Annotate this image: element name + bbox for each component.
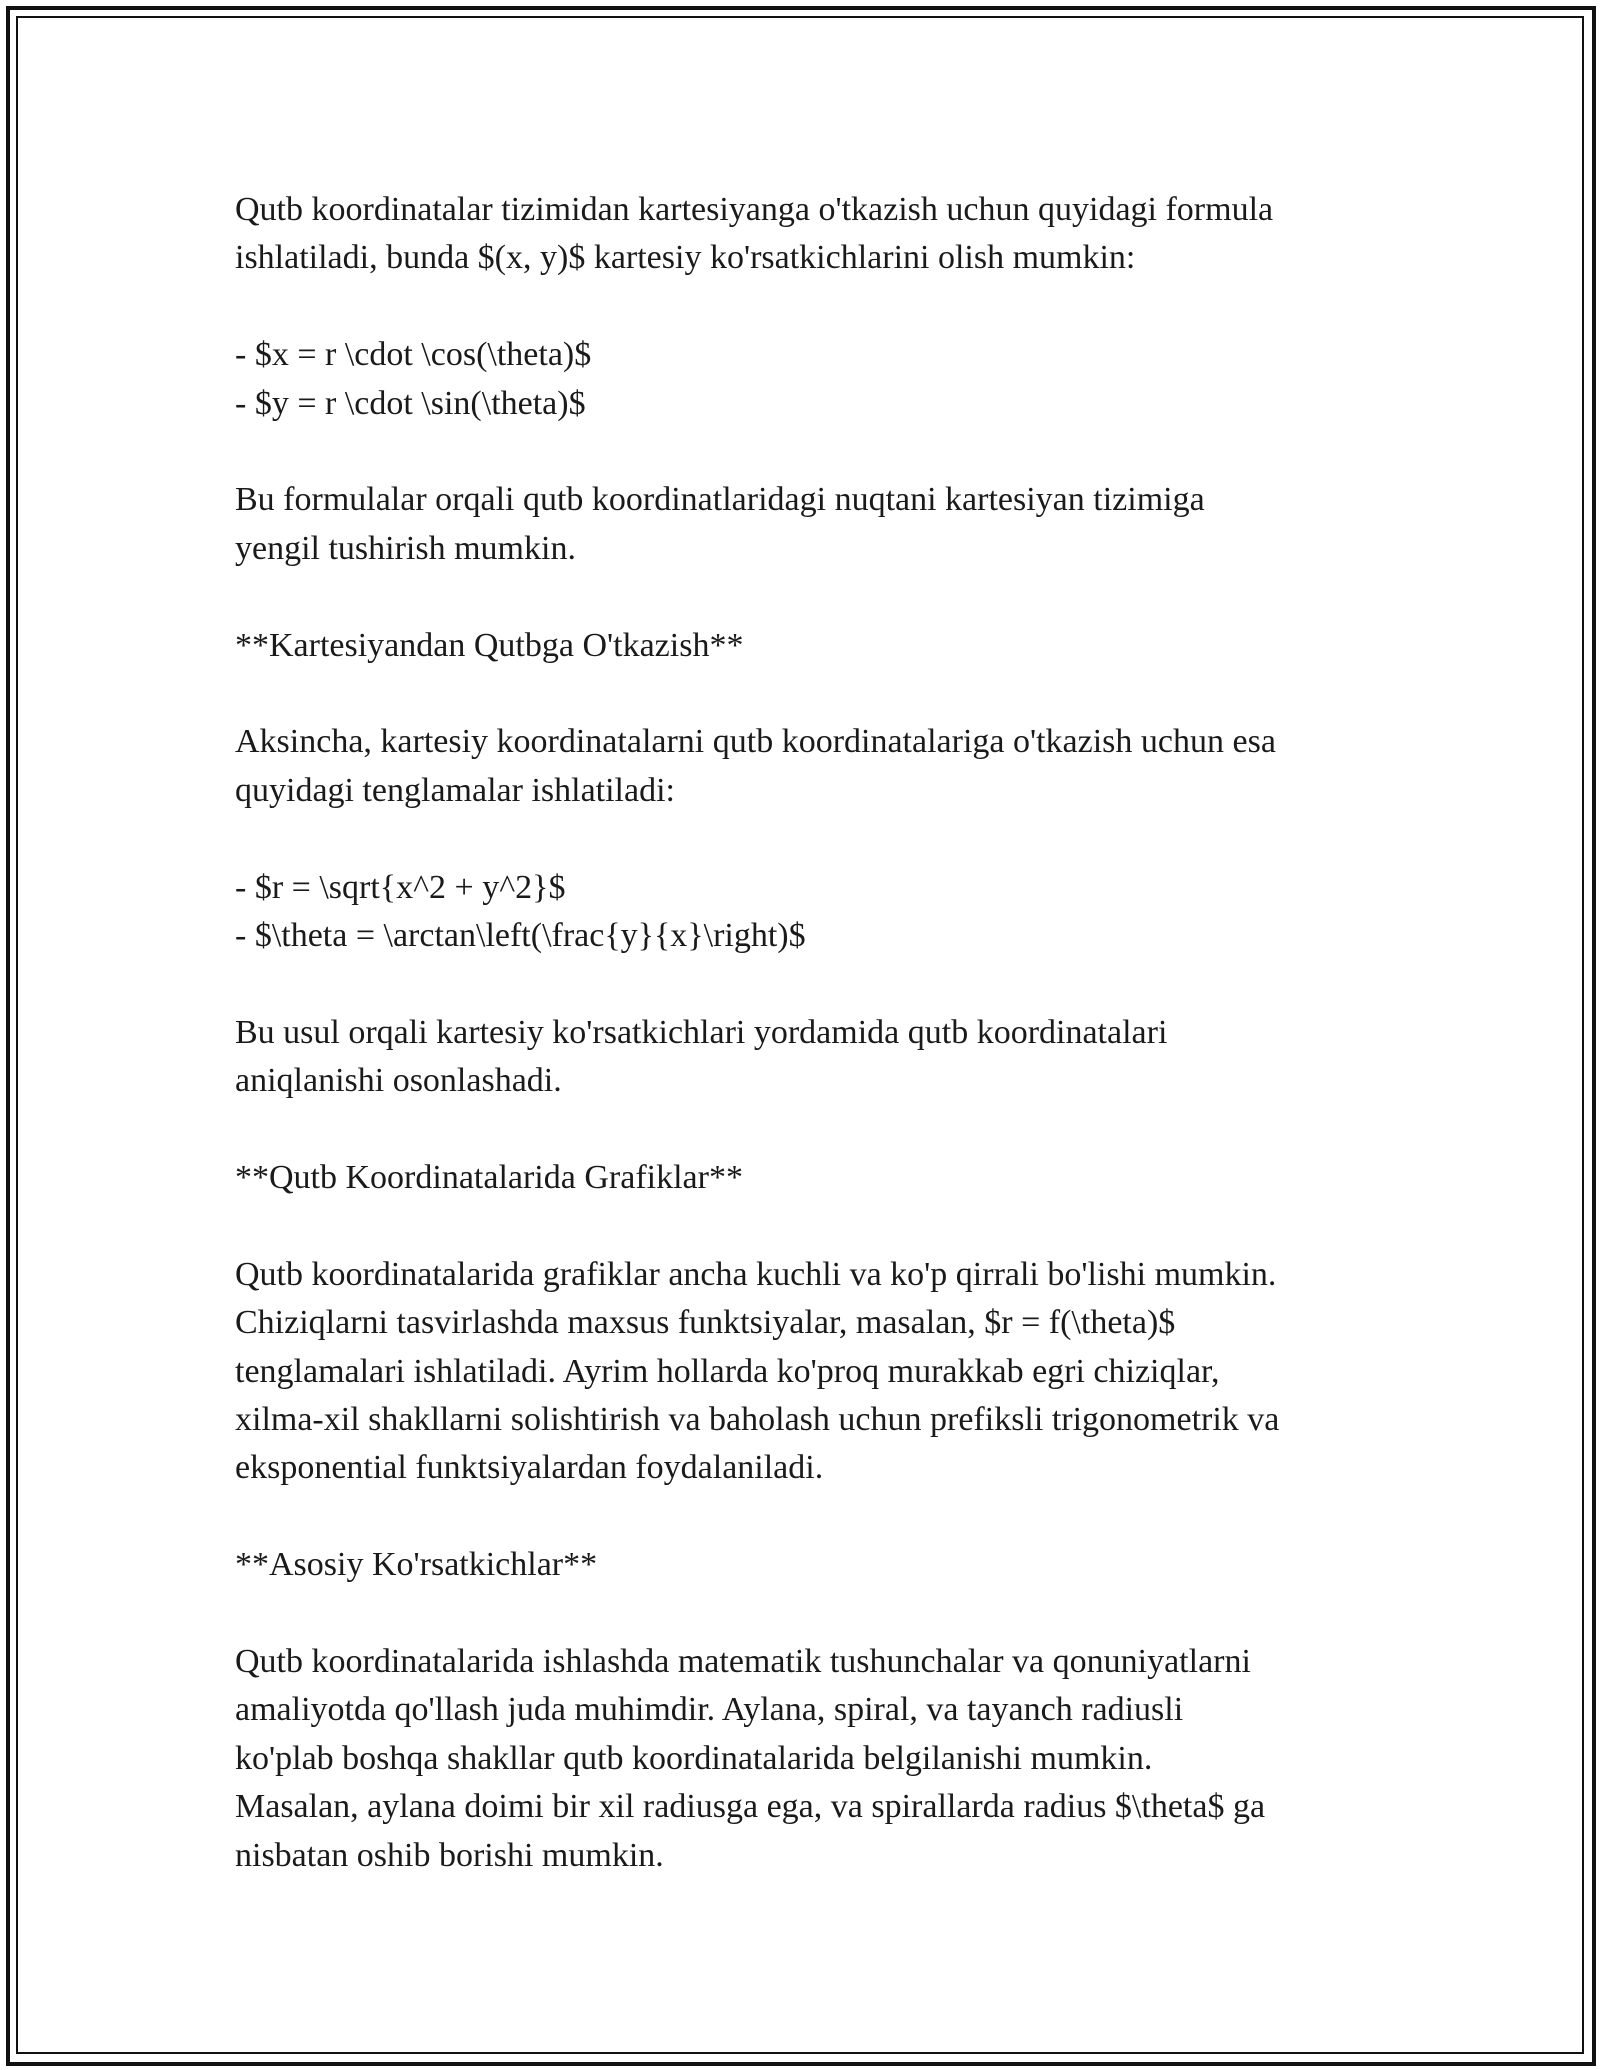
paragraph-intro-line-1: Qutb koordinatalar tizimidan kartesiyanga o'tkazish uchun quyidagi formula <box>235 191 1274 228</box>
paragraph-intro-2-line-2: quyidagi tenglamalar ishlatiladi: <box>235 771 675 809</box>
formula-y: - $y = r \cdot \sin(\theta)$ <box>235 384 586 422</box>
section-heading-polar-graphs: **Qutb Koordinatalarida Grafiklar** <box>235 1159 743 1197</box>
formula-theta: - $\theta = \arctan\left(\frac{y}{x}\right)$ <box>235 917 806 955</box>
paragraph-summary-1-line-2: yengil tushirish mumkin. <box>235 529 576 567</box>
paragraph-graphs-line-4: xilma-xil shakllarni solishtirish va baholash uchun prefiksli trigonometrik va <box>235 1401 1280 1439</box>
paragraph-gap <box>235 573 1395 621</box>
formula-x: - $x = r \cdot \cos(\theta)$ <box>235 336 592 374</box>
paragraph-gap <box>235 1202 1395 1250</box>
document-body <box>235 186 1395 1880</box>
paragraph-summary-1-line-1: Bu formulalar orqali qutb koordinatlaridagi nuqtani kartesiyan tizimiga <box>235 481 1205 519</box>
paragraph-graphs-line-1: Qutb koordinatalarida grafiklar ancha kuchli va ko'p qirrali bo'lishi mumkin. <box>235 1255 1277 1293</box>
paragraph-basics-line-3: ko'plab boshqa shakllar qutb koordinatalarida belgilanishi mumkin. <box>235 1739 1153 1777</box>
formula-r: - $r = \sqrt{x^2 + y^2}$ <box>235 868 566 906</box>
paragraph-basics-line-4: Masalan, aylana doimi bir xil radiusga ega, va spirallarda radius $\theta$ ga <box>235 1788 1266 1826</box>
paragraph-basics-line-2: amaliyotda qo'llash juda muhimdir. Aylana, spiral, va tayanch radiusli <box>235 1691 1184 1729</box>
paragraph-gap <box>235 1590 1395 1638</box>
paragraph-basics-line-1: Qutb koordinatalarida ishlashda matematik tushunchalar va qonuniyatlarni <box>235 1643 1251 1681</box>
paragraph-gap <box>235 815 1395 863</box>
section-heading-cartesian-to-polar: **Kartesiyandan Qutbga O'tkazish** <box>235 626 744 664</box>
paragraph-gap <box>235 283 1395 331</box>
paragraph-intro-2-line-1: Aksincha, kartesiy koordinatalarni qutb koordinatalariga o'tkazish uchun esa <box>235 723 1276 761</box>
paragraph-gap <box>235 960 1395 1008</box>
paragraph-graphs-line-5: eksponential funktsiyalardan foydalaniladi. <box>235 1449 824 1487</box>
paragraph-graphs-line-3: tenglamalari ishlatiladi. Ayrim hollarda ko'proq murakkab egri chiziqlar, <box>235 1352 1220 1390</box>
paragraph-intro-line-2: ishlatiladi, bunda $(x, y)$ kartesiy ko'rsatkichlarini olish mumkin: <box>235 239 1136 277</box>
paragraph-gap <box>235 670 1395 718</box>
paragraph-summary-2-line-2: aniqlanishi osonlashadi. <box>235 1062 562 1100</box>
paragraph-summary-2-line-1: Bu usul orqali kartesiy ko'rsatkichlari yordamida qutb koordinatalari <box>235 1013 1168 1051</box>
paragraph-basics-line-5: nisbatan oshib borishi mumkin. <box>235 1836 664 1874</box>
paragraph-graphs-line-2: Chiziqlarni tasvirlashda maxsus funktsiyalar, masalan, $r = f(\theta)$ <box>235 1304 1176 1342</box>
section-heading-basic-indicators: **Asosiy Ko'rsatkichlar** <box>235 1546 598 1584</box>
paragraph-gap <box>235 1493 1395 1541</box>
paragraph-gap <box>235 1106 1395 1154</box>
paragraph-gap <box>235 428 1395 476</box>
